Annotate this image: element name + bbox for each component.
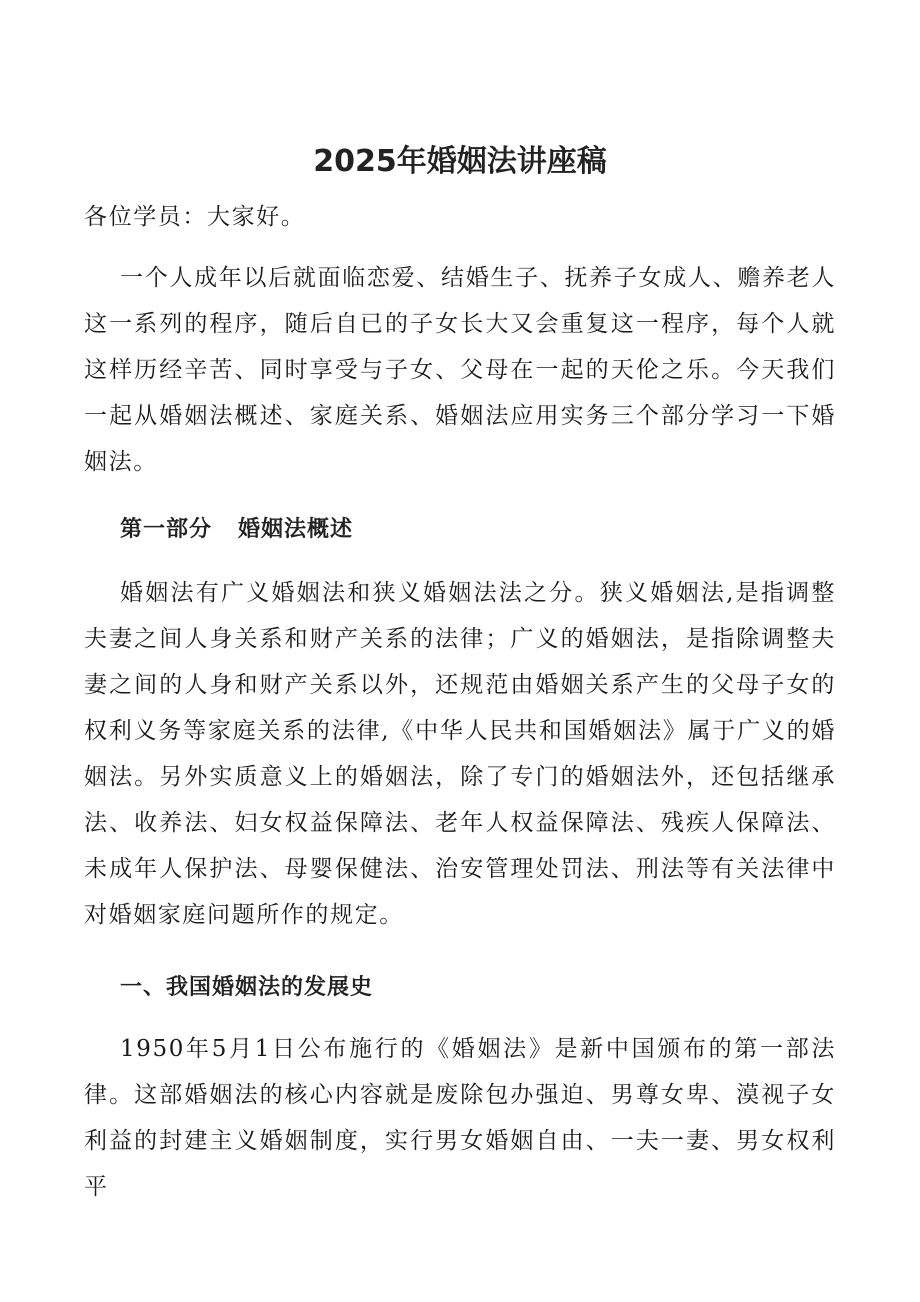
- section1-paragraph: 1950年5月1日公布施行的《婚姻法》是新中国颁布的第一部法律。这部婚姻法的核心内容就是废除包办强迫、男尊女卑、漠视子女利益的封建主义婚姻制度，实行男女婚姻自由、一夫一妻、男女权利平: [84, 1036, 836, 1200]
- part1-paragraph: 婚姻法有广义婚姻法和狭义婚姻法法之分。狭义婚姻法,是指调整夫妻之间人身关系和财产关系的法律；广义的婚姻法，是指除调整夫妻之间的人身和财产关系以外，还规范由婚姻关系产生的父母子女的权利义务等家庭关系的法律,《中华人民共和国婚姻法》属于广义的婚姻法。另外实质意义上的婚姻法，除了专门的婚姻法外，还包括继承法、收养法、妇女权益保障法、老年人权益保障法、残疾人保障法、未成年人保护法、母婴保健法、治安管理处罚法、刑法等有关法律中对婚姻家庭问题所作的规定。: [84, 580, 836, 928]
- intro-paragraph: 一个人成年以后就面临恋爱、结婚生子、抚养子女成人、赡养老人这一系列的程序，随后自已的子女长大又会重复这一程序，每个人就这样历经辛苦、同时享受与子女、父母在一起的天伦之乐。今天我们一起从婚姻法概述、家庭关系、婚姻法应用实务三个部分学习一下婚姻法。: [84, 265, 836, 475]
- section1-heading: 一、我国婚姻法的发展史: [120, 975, 374, 1000]
- greeting: 各位学员：大家好。: [84, 204, 306, 230]
- part1-heading: 第一部分 婚姻法概述: [120, 517, 353, 542]
- document-title: 2025年婚姻法讲座稿: [313, 144, 607, 179]
